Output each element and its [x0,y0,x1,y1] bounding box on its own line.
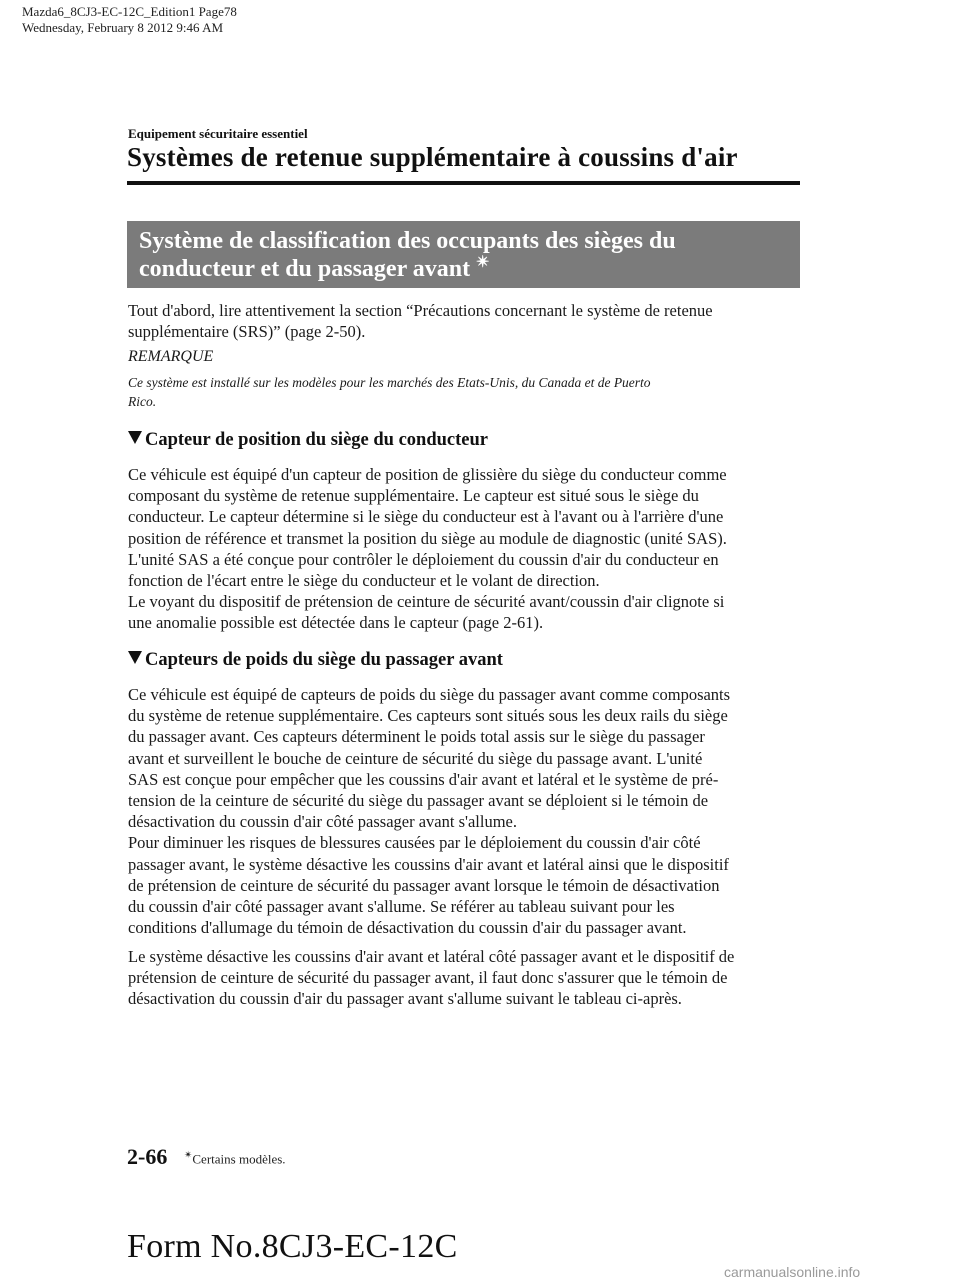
page-number: 2-66 [127,1144,168,1169]
watermark: carmanualsonline.info [724,1264,861,1280]
paragraph-line: prétension de ceinture de sécurité du passager avant, il faut donc s'assurer que le témoin de [128,968,728,988]
subheading-text: Capteurs de poids du siège du passager avant [145,650,503,670]
paragraph-line: une anomalie possible est détectée dans le capteur (page 2-61). [128,613,544,633]
subheading-text: Capteur de position du siège du conducteur [145,430,488,450]
remark-label: REMARQUE [128,348,214,365]
paragraph-line: du passager avant. Ces capteurs déterminent le poids total assis sur le siège du passager [128,727,705,747]
paragraph-line: composant du système de retenue supplémentaire. Le capteur est situé sous le siège du [128,486,699,506]
paragraph-line: passager avant, le système désactive les coussins d'air avant et latéral ainsi que le dispositif [128,854,729,874]
driver-seat-paragraph [128,464,808,634]
chapter-rule [127,181,800,185]
subheading-driver-seat [128,430,488,451]
remark-line: Rico. [128,394,157,409]
paragraph-line: du système de retenue supplémentaire. Ces capteurs sont situés sous les deux rails du siège [128,706,728,726]
print-header-line2: Wednesday, February 8 2012 9:46 AM [22,20,224,35]
passenger-deactivation-paragraph [128,946,808,1010]
paragraph-line: conditions d'allumage du témoin de désactivation du coussin d'air du passager avant. [128,918,687,938]
paragraph-line: L'unité SAS a été conçue pour contrôler le déploiement du coussin d'air du conducteur en [128,549,719,569]
footnote-star-icon: ✴ [476,254,490,271]
intro-paragraph [128,300,808,342]
print-header-line1: Mazda6_8CJ3-EC-12C_Edition1 Page78 [22,4,237,19]
paragraph-line: Ce véhicule est équipé de capteurs de poids du siège du passager avant comme composants [128,685,731,704]
remark-text [128,373,798,411]
section-title-box [127,221,800,288]
intro-line: supplémentaire (SRS)” (page 2-50). [128,322,366,342]
section-title-line2 [139,255,788,283]
paragraph-line: Ce véhicule est équipé d'un capteur de position de glissière du siège du conducteur comme [128,465,727,484]
paragraph-line: tension de la ceinture de sécurité du siège du passager avant se déploient si le témoin de [128,791,709,811]
triangle-down-icon [128,431,142,444]
footnote-star-icon: ✴ [184,1150,193,1161]
form-number: Form No.8CJ3-EC-12C [127,1228,458,1265]
passenger-weight-paragraph [128,684,808,938]
section-kicker: Equipement sécuritaire essentiel [128,126,308,141]
intro-line: Tout d'abord, lire attentivement la section “Précautions concernant le système de retenue [128,301,713,320]
section-title-line1: Système de classification des occupants des sièges du [139,228,676,254]
footnote [184,1150,286,1167]
triangle-down-icon [128,651,142,664]
paragraph-line: SAS est conçue pour empêcher que les coussins d'air avant et latéral et le système de pré- [128,769,719,789]
paragraph-line: fonction de l'écart entre le siège du conducteur et le volant de direction. [128,571,600,591]
paragraph-line: position de référence et transmet la position du siège au module de diagnostic (unité SAS). [128,528,727,548]
paragraph-line: Pour diminuer les risques de blessures causées par le déploiement du coussin d'air côté [128,833,701,853]
chapter-title: Systèmes de retenue supplémentaire à coussins d'air [127,142,738,172]
paragraph-line: de prétension de ceinture de sécurité du passager avant lorsque le témoin de désactivation [128,875,720,895]
paragraph-line: Le voyant du dispositif de prétension de ceinture de sécurité avant/coussin d'air clignote si [128,592,725,612]
paragraph-line: du coussin d'air côté passager avant s'allume. Se référer au tableau suivant pour les [128,897,675,917]
paragraph-line: conducteur. Le capteur détermine si le siège du conducteur est à l'avant ou à l'arrière d'une [128,507,724,527]
remark-line: Ce système est installé sur les modèles pour les marchés des Etats-Unis, du Canada et de Puerto [128,375,651,390]
paragraph-line: désactivation du coussin d'air du passager avant s'allume suivant le tableau ci-après. [128,989,682,1009]
footnote-text: Certains modèles. [192,1151,286,1167]
paragraph-line: Le système désactive les coussins d'air avant et latéral côté passager avant et le dispositif de [128,947,735,966]
print-header [22,4,237,36]
paragraph-line: avant et surveillent le bouche de ceinture de sécurité du siège du passage avant. L'unité [128,748,703,768]
subheading-passenger-weight [128,650,503,671]
paragraph-line: désactivation du coussin d'air côté passager avant s'allume. [128,812,517,832]
section-title-line2-text: conducteur et du passager avant [139,256,471,282]
